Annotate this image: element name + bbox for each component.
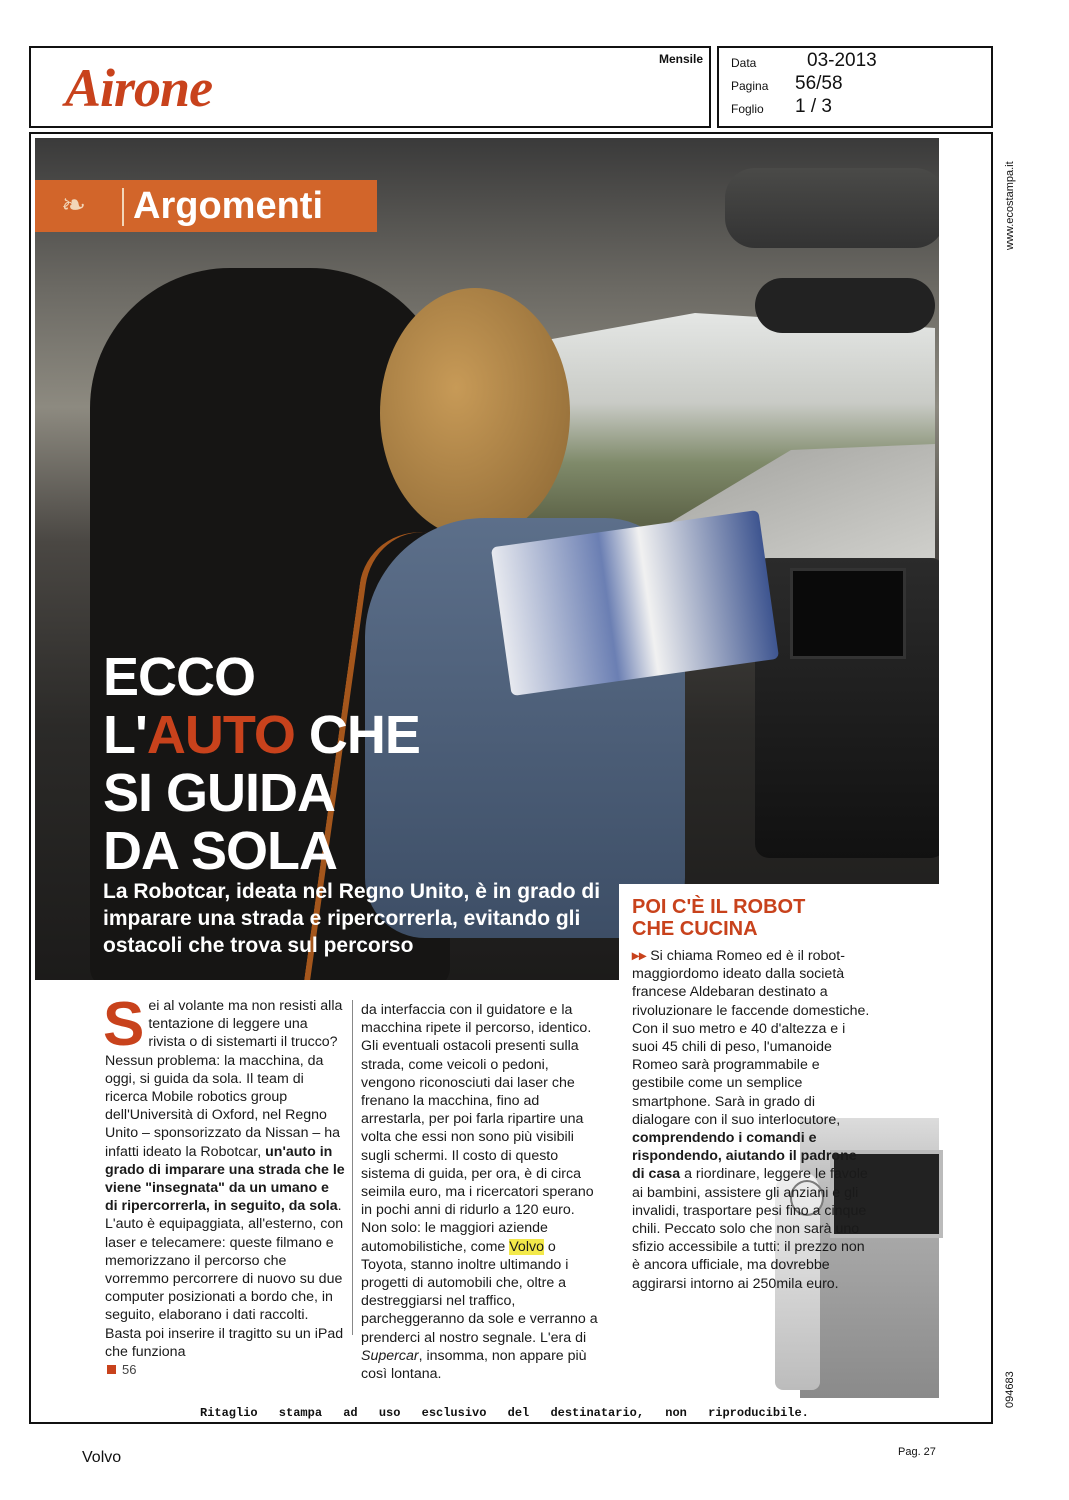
document-page: Pag. 27 xyxy=(898,1446,936,1458)
sheet-value: 1 / 3 xyxy=(795,96,832,117)
sidebar-text: ▸▸ Si chiama Romeo ed è il robot-maggiordomo ideato dalla società francese Aldebaran destinato a rivoluzionare le faccende domestiche. Con il suo metro e 40 d'altezza e i suoi 45 chili di peso, l'umanoide Romeo sarà programmabile e gestibile come un semplice smartphone. Sarà in grado di dialogare con il suo interlocutore, comprendendo i comandi e rispondendo, aiutando il padrone di casa a riordinare, leggere le favole ai bambini, assistere gli anziani e gli invalidi, trasportare pesi fino a cinque chili. Peccato solo che non sarà uno sfizio accessibile a tutti: il prezzo non è ancora ufficiale, ma dovrebbe aggirarsi intorno ai 250mila euro. xyxy=(632,948,870,1292)
headline-line-3: SI GUIDA xyxy=(103,763,336,823)
page-value: 56/58 xyxy=(795,73,843,94)
copyright-note: Ritaglio stampa ad uso esclusivo del destinatario, non riproducibile. xyxy=(200,1406,809,1420)
magazine-logo: Airone xyxy=(65,58,213,118)
client-name: Volvo xyxy=(82,1449,122,1466)
section-tag-label: Argomenti xyxy=(133,185,323,227)
frequency-label: Mensile xyxy=(658,52,703,66)
date-label: Data xyxy=(731,56,757,70)
section-tag xyxy=(35,180,377,232)
heron-icon: ❧ xyxy=(61,189,87,222)
sidebar-title: POI C'È IL ROBOT CHE CUCINA xyxy=(632,896,806,940)
side-url: www.ecostampa.it xyxy=(1004,161,1016,250)
side-code: 094683 xyxy=(1004,1371,1016,1408)
article-column-2: da interfaccia con il guidatore e la macchina ripete il percorso, identico. Gli eventuali ostacoli presenti sulla strada, come veicoli o pedoni, vengono riconosciuti dai laser che frenano la macchina, fino ad arrestarla, per poi farla ripartire una volta che essi non sono più visibili sugli schermi. Il costo di questo sistema di guida, per ora, è di circa seimila euro, ma i ricercatori sperano in pochi anni di ridurlo a 120 euro. Non solo: le maggiori aziende automobilistiche, come Volvo o Toyota, stanno inoltre ultimando i progetti di automobili che, oltre a destreggiarsi nel traffico, parcheggeranno da sole e verranno a prenderci al nostro segnale. L'era di Supercar, insomma, non appare più così lontana. xyxy=(361,1002,598,1383)
headline-line-1: ECCO xyxy=(103,647,256,707)
headline-line-4: DA SOLA xyxy=(103,821,337,881)
page-number: 56 xyxy=(107,1362,136,1377)
lede: La Robotcar, ideata nel Regno Unito, è in grado di imparare una strada e ripercorrerla, evitando gli ostacoli che trova sul percorso xyxy=(103,880,601,957)
headline-line-2: L'AUTO CHE xyxy=(103,705,420,765)
console-screen xyxy=(790,568,906,659)
driver-head xyxy=(380,288,570,538)
tag-divider xyxy=(122,188,124,226)
highlighted-brand: Volvo xyxy=(509,1238,544,1255)
headline xyxy=(103,648,420,880)
header-meta-box xyxy=(717,46,993,128)
header-left-box xyxy=(29,46,711,128)
drop-cap: S xyxy=(103,990,145,1059)
sheet-label: Foglio xyxy=(731,102,764,116)
square-icon xyxy=(107,1365,116,1374)
article-column-1: Sei al volante ma non resisti alla tentazione di leggere una rivista o di sistemarti il trucco? Nessun problema: la macchina, da oggi, si guida da sola. Il team di ricerca Mobile robotics group dell'Università di Oxford, nel Regno Unito – sponsorizzato da Nissan – ha infatti ideato la Robotcar, un'auto in grado di imparare una strada che le viene "insegnata" da un umano e di ripercorrerla, in seguito, da sola. L'auto è equipaggiata, all'esterno, con laser e telecamere: queste filmano e memorizzano il percorso che vorremmo percorrere di nuovo su due computer posizionati a bordo che, in seguito, elaborano i dati raccolti. Basta poi inserire il tragitto su un iPad che funziona xyxy=(103,990,345,1360)
car-interior-photo xyxy=(35,138,939,980)
roof-console xyxy=(725,168,939,248)
date-value: 03-2013 xyxy=(807,50,877,71)
double-arrow-icon: ▸▸ xyxy=(632,948,647,964)
rearview-mirror xyxy=(755,278,935,333)
column-divider xyxy=(352,1000,353,1335)
page-label: Pagina xyxy=(731,79,769,93)
